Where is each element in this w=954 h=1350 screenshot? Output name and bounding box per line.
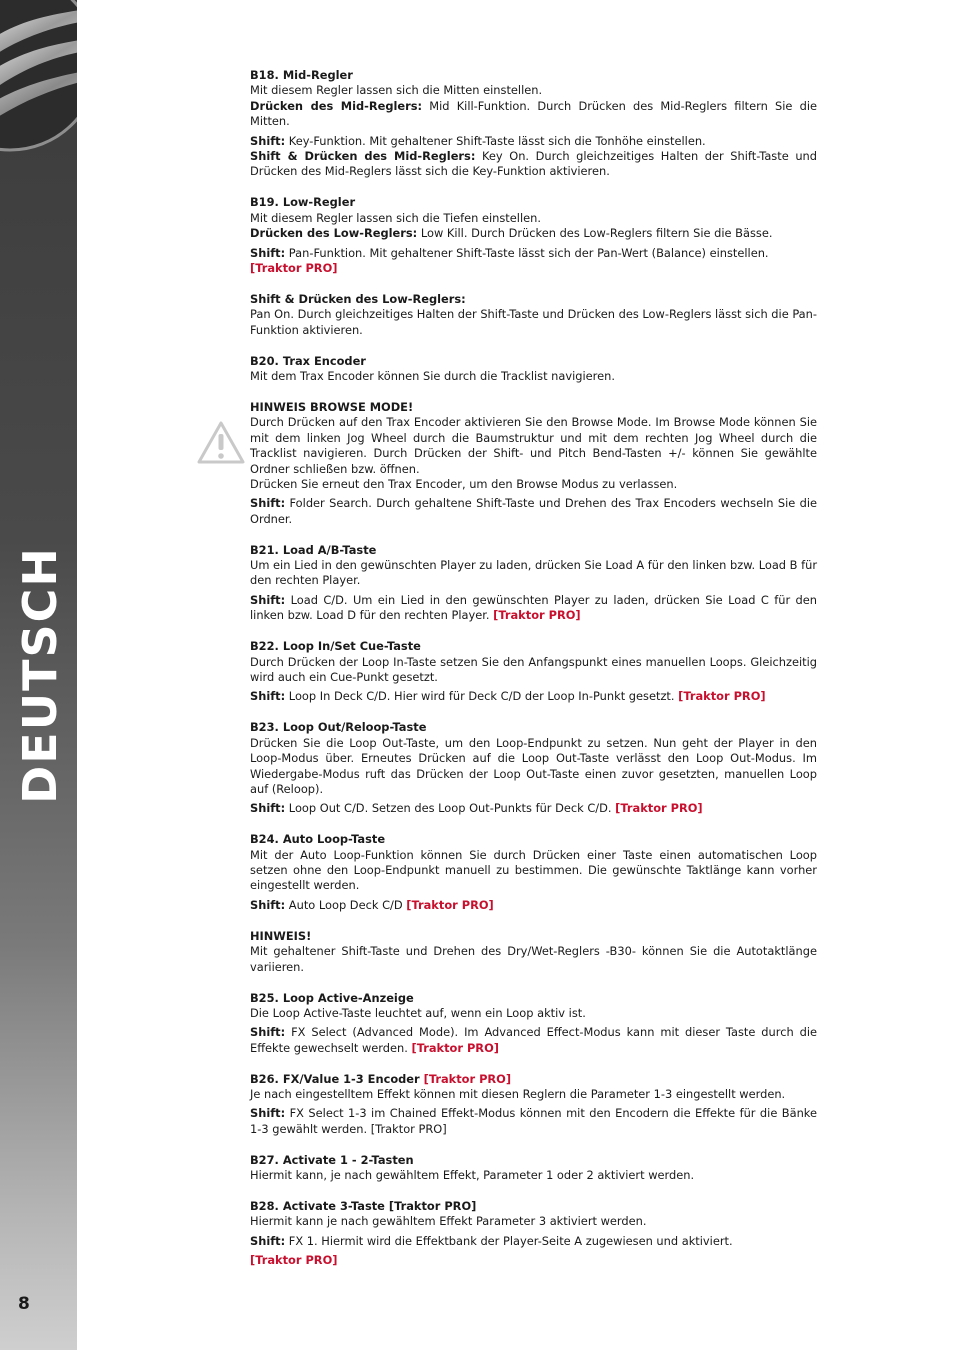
shift-line: Shift: Loop Out C/D. Setzen des Loop Out-Punkts für Deck C/D. [Traktor PRO] bbox=[250, 801, 703, 816]
section-b21 bbox=[250, 543, 817, 624]
section-b26 bbox=[250, 1072, 817, 1138]
section-heading: B26. FX/Value 1-3 Encoder [Traktor PRO] bbox=[250, 1071, 512, 1086]
traktor-pro-tag: [Traktor PRO] bbox=[615, 801, 703, 816]
description: Mit diesem Regler lassen sich die Mitten einstellen. bbox=[250, 83, 543, 98]
traktor-pro-tag: [Traktor PRO] bbox=[493, 608, 581, 623]
description: Je nach eingestelltem Effekt können mit diesen Reglern die Parameter 1-3 eingestellt werden. bbox=[250, 1087, 786, 1102]
shift-line: Shift: Auto Loop Deck C/D [Traktor PRO] bbox=[250, 897, 494, 912]
sidebar bbox=[0, 0, 77, 1350]
shift-line: Shift: Loop In Deck C/D. Hier wird für Deck C/D der Loop In-Punkt gesetzt. [Traktor PRO] bbox=[250, 689, 766, 704]
shift-line: Shift: Folder Search. Durch gehaltene Shift-Taste und Drehen des Trax Encoders wechseln Sie die Ordner. bbox=[250, 496, 817, 526]
section-b24 bbox=[250, 832, 817, 913]
section-b27 bbox=[250, 1153, 817, 1184]
shift-line: Shift: FX Select (Advanced Mode). Im Advanced Effect-Modus kann mit dieser Taste durch die Effekte gewechselt werden. [Traktor PRO] bbox=[250, 1025, 817, 1055]
description: Mit gehaltener Shift-Taste und Drehen des Dry/Wet-Reglers -B30- können Sie die Autotaktlänge variieren. bbox=[250, 944, 817, 974]
section-b18 bbox=[250, 68, 817, 180]
section-b28 bbox=[250, 1199, 817, 1269]
traktor-pro-tag: [Traktor PRO] bbox=[250, 1253, 338, 1268]
note-heading: HINWEIS! bbox=[250, 928, 312, 943]
description: Hiermit kann je nach gewähltem Effekt Parameter 3 aktiviert werden. bbox=[250, 1214, 647, 1229]
section-heading: B24. Auto Loop-Taste bbox=[250, 832, 386, 847]
section-b19-shift bbox=[250, 292, 817, 338]
description: Drücken Sie die Loop Out-Taste, um den Loop-Endpunkt zu setzen. Nun geht der Player in den Loop-Modus über. Erneutes Drücken auf die Loop Out-Taste verlässt den Loop Out-Modus. Im Wiedergabe-Modus ruft das Drücken der Loop Out-Taste einen zuvor gesetzten, manuellen Loop auf (Reloop). bbox=[250, 735, 817, 796]
function-line: Drücken des Mid-Reglers: Mid Kill-Funktion. Durch Drücken des Mid-Reglers filtern Sie die Mitten. bbox=[250, 98, 817, 129]
section-b22 bbox=[250, 639, 817, 705]
shift-line: Shift: Key-Funktion. Mit gehaltener Shift-Taste lässt sich die Tonhöhe einstellen. bbox=[250, 133, 706, 148]
description: Mit der Auto Loop-Funktion können Sie durch Drücken einer Taste einen automatischen Loop setzen ohne den Loop-Endpunkt manuell zu bestimmen. Die gewünschte Taktlänge kann vorher eingestellt werden. bbox=[250, 847, 817, 893]
description: Drücken Sie erneut den Trax Encoder, um den Browse Modus zu verlassen. bbox=[250, 476, 678, 491]
section-heading: B20. Trax Encoder bbox=[250, 353, 366, 368]
section-b20 bbox=[250, 354, 817, 385]
note-autoloop bbox=[250, 929, 817, 975]
description: Die Loop Active-Taste leuchtet auf, wenn ein Loop aktiv ist. bbox=[250, 1005, 586, 1020]
traktor-pro-tag: [Traktor PRO] bbox=[406, 897, 494, 912]
shift-press-line: Shift & Drücken des Mid-Reglers: Key On. Durch gleichzeitiges Halten der Shift-Taste und Drücken des Mid-Reglers lässt sich die Key-Funktion aktivieren. bbox=[250, 149, 817, 179]
shift-line: Shift: Pan-Funktion. Mit gehaltener Shift-Taste lässt sich der Pan-Wert (Balance) einstellen. bbox=[250, 245, 769, 260]
section-heading: B27. Activate 1 - 2-Tasten bbox=[250, 1152, 414, 1167]
description: Um ein Lied in den gewünschten Player zu laden, drücken Sie Load A für den linken bzw. Load B für den rechten Player. bbox=[250, 558, 817, 588]
section-heading: B25. Loop Active-Anzeige bbox=[250, 990, 414, 1005]
section-heading: B19. Low-Regler bbox=[250, 195, 356, 210]
description: Mit dem Trax Encoder können Sie durch die Tracklist navigieren. bbox=[250, 369, 615, 383]
traktor-pro-tag: [Traktor PRO] bbox=[423, 1071, 512, 1086]
section-b25 bbox=[250, 991, 817, 1057]
description: Pan On. Durch gleichzeitiges Halten der Shift-Taste und Drücken des Low-Reglers lässt sich die Pan-Funktion aktivieren. bbox=[250, 307, 817, 337]
traktor-pro-tag: [Traktor PRO] bbox=[411, 1040, 499, 1055]
section-b23 bbox=[250, 720, 817, 816]
section-heading: B21. Load A/B-Taste bbox=[250, 542, 377, 557]
warning-icon bbox=[196, 420, 246, 466]
section-heading: B18. Mid-Regler bbox=[250, 68, 353, 82]
description: Durch Drücken der Loop In-Taste setzen Sie den Anfangspunkt eines manuellen Loops. Gleichzeitig wird auch ein Cue-Punkt gesetzt. bbox=[250, 654, 817, 684]
traktor-pro-tag: [Traktor PRO] bbox=[678, 689, 766, 704]
shift-line: Shift: Load C/D. Um ein Lied in den gewünschten Player zu laden, drücken Sie Load C für den linken bzw. Load D für den rechten Player. [Traktor PRO] bbox=[250, 592, 817, 623]
note-browse-mode bbox=[250, 400, 817, 527]
traktor-pro-tag: [Traktor PRO] bbox=[250, 260, 338, 275]
description: Mit diesem Regler lassen sich die Tiefen einstellen. bbox=[250, 210, 541, 225]
section-heading: B23. Loop Out/Reloop-Taste bbox=[250, 720, 427, 735]
section-heading: B22. Loop In/Set Cue-Taste bbox=[250, 639, 421, 654]
shift-line: Shift: FX 1. Hiermit wird die Effektbank der Player-Seite A zugewiesen und aktiviert. bbox=[250, 1233, 733, 1248]
language-label: DEUTSCH bbox=[13, 546, 67, 804]
section-heading: Shift & Drücken des Low-Reglers: bbox=[250, 291, 466, 306]
logo-swoosh-icon bbox=[0, 0, 77, 160]
note-heading: HINWEIS BROWSE MODE! bbox=[250, 399, 414, 414]
section-b19 bbox=[250, 195, 817, 276]
brand-logo-graphic bbox=[0, 0, 77, 160]
page-number: 8 bbox=[18, 1294, 30, 1314]
shift-line: Shift: FX Select 1-3 im Chained Effekt-Modus können mit den Encodern die Effekte für die Bänke 1-3 gewählt werden. [Traktor PRO] bbox=[250, 1106, 817, 1136]
main-content bbox=[250, 68, 817, 1284]
description: Durch Drücken auf den Trax Encoder aktivieren Sie den Browse Mode. Im Browse Mode können Sie mit dem linken Jog Wheel durch die Baumstruktur und mit dem rechten Jog Wheel durch die Tracklist navigieren. Durch Drücken der Shift- und Pitch Bend-Tasten +/- können Sie gewählte Ordner schließen bzw. öffnen. bbox=[250, 415, 817, 476]
function-line: Drücken des Low-Reglers: Low Kill. Durch Drücken des Low-Reglers filtern Sie die Bässe. bbox=[250, 226, 773, 241]
description: Hiermit kann, je nach gewähltem Effekt, Parameter 1 oder 2 aktiviert werden. bbox=[250, 1168, 695, 1183]
section-heading: B28. Activate 3-Taste [Traktor PRO] bbox=[250, 1199, 477, 1214]
